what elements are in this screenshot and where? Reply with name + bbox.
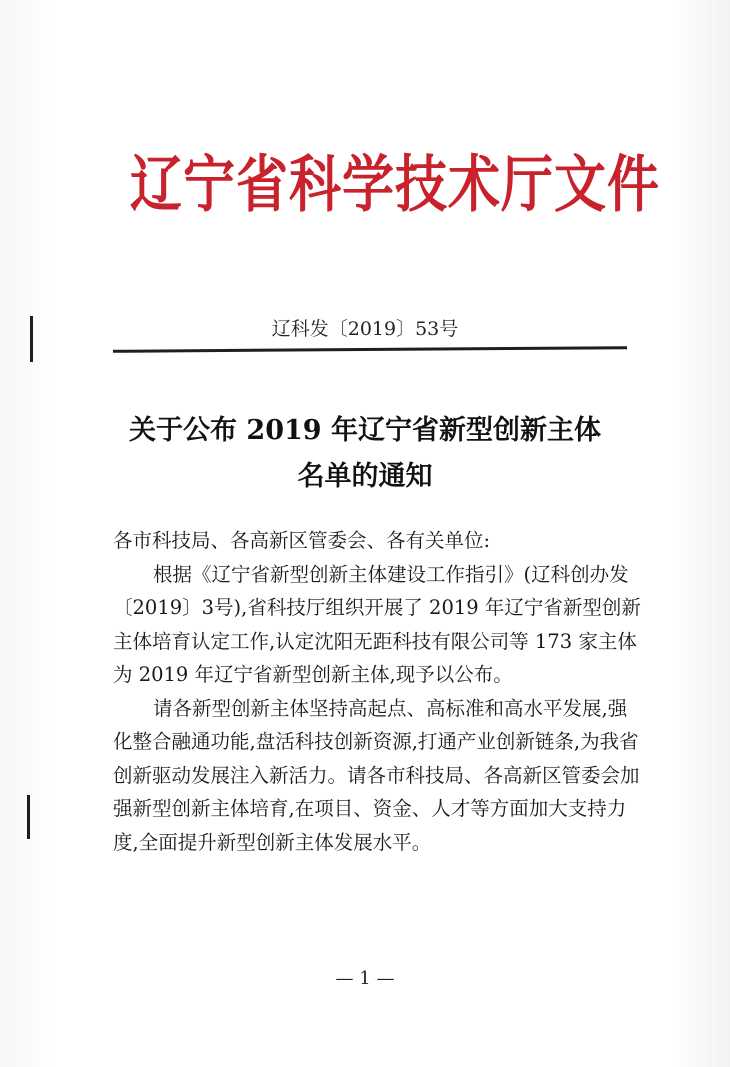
notice-title-line-2: 名单的通知 xyxy=(297,461,433,492)
binding-mark-bottom xyxy=(27,795,30,839)
addressee: 各市科技局、各高新区管委会、各有关单位: xyxy=(113,529,491,552)
notice-title-line-1: 关于公布 2019 年辽宁省新型创新主体 xyxy=(129,415,601,446)
body-text xyxy=(113,524,643,859)
masthead-title: 辽宁省科学技术厅文件 xyxy=(130,149,661,221)
paragraph-2: 请各新型创新主体坚持高起点、高标准和高水平发展,强化整合融通功能,盘活科技创新资源,打通产业创新链条,为我省创新驱动发展注入新活力。请各市科技局、各高新区管委会加强新型创新主体培育,在项目、资金、人才等方面加大支持力度,全面提升新型创新主体发展水平。 xyxy=(113,696,640,854)
document-number: 辽科发〔2019〕53号 xyxy=(271,318,459,340)
paragraph-1: 根据《辽宁省新型创新主体建设工作指引》(辽科创办发〔2019〕3号),省科技厅组织开展了 2019 年辽宁省新型创新主体培育认定工作,认定沈阳无距科技有限公司等 173 家主体为 2019 年辽宁省新型创新主体,现予以公布。 xyxy=(113,562,641,686)
page-number: — 1 — xyxy=(335,968,395,989)
separator-rule xyxy=(113,346,627,353)
notice-title xyxy=(0,408,730,500)
